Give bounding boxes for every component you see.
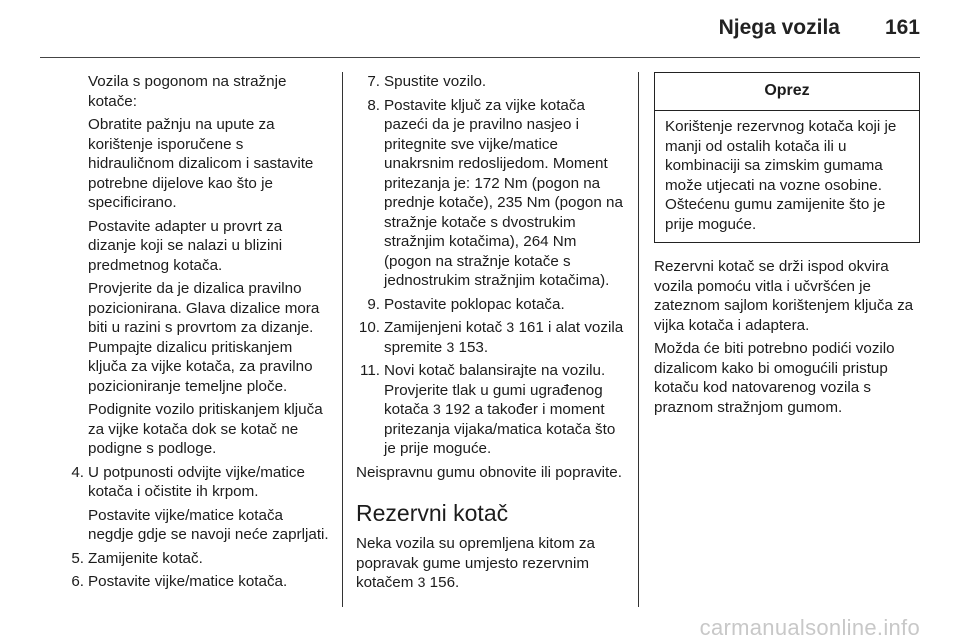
caution-title: Oprez: [655, 73, 919, 111]
step-number: 9.: [367, 295, 380, 313]
step-7: [356, 72, 626, 92]
header-divider: [40, 57, 920, 58]
paragraph-spare-storage: Rezervni kotač se drži ispod okvira vozila pomoću vitla i učvršćen je zateznom sajlom korištenjem ključa za vijka kotača i adaptera.: [654, 258, 914, 334]
step-text: Zamijenjeni kotač: [384, 319, 503, 336]
watermark: carmanualsonline.info: [699, 615, 920, 640]
paragraph-repair-kit: [356, 534, 626, 593]
page-ref-link[interactable]: 161: [518, 319, 544, 336]
paragraph-step4-note: Postavite vijke/matice kotača negdje gdje se navoji neće zaprljati.: [88, 506, 329, 543]
paragraph-adapter: Postavite adapter u provrt za dizanje koji se nalazi u blizini predmetnog kotača.: [88, 217, 283, 274]
step-9: [356, 295, 626, 315]
step-text: a također i moment pritezanja vijaka/matica kotača što je prije moguće.: [384, 401, 616, 457]
paragraph-rear-drive: Vozila s pogonom na stražnje kotače:: [88, 73, 287, 110]
section-title-spare-wheel: Rezervni kotač: [356, 500, 509, 526]
paragraph-raise-vehicle: Podignite vozilo pritiskanjem ključa za vijke kotača dok se kotač ne podigne s podloge.: [88, 401, 323, 457]
step-8: [356, 96, 626, 291]
paragraph-text: Neka vozila su opremljena kitom za popravak gume umjesto rezervnim kotačem: [356, 535, 595, 591]
step-text: Postavite poklopac kotača.: [384, 295, 565, 313]
caution-box: [654, 72, 920, 243]
paragraph-jack-position: Provjerite da je dizalica pravilno pozicionirana. Glava dizalice mora biti u razini s provrtom za dizanje. Pumpajte dizalicu pritiskanjem ključa za vijke kotača, za pravilno pozicioniranje temeljne ploče.: [88, 280, 320, 395]
paragraph-lift-vehicle: Možda će biti potrebno podići vozilo dizalicom kako bi omogućili pristup kotaču kod natovarenog vozila s praznom stražnjom gumom.: [654, 340, 895, 416]
page-ref-link[interactable]: 156.: [429, 574, 460, 591]
step-number: 4.: [71, 463, 84, 481]
step-text: Zamijenite kotač.: [88, 549, 203, 567]
step-number: 5.: [71, 549, 84, 567]
step-number: 8.: [367, 96, 380, 114]
paragraph-jack-instructions: Obratite pažnju na upute za korištenje isporučene s hidrauličnom dizalicom i sastavite potrebne dijelove kao što je specificirano.: [88, 116, 314, 211]
column-2: [356, 72, 626, 597]
step-text: U potpunosti odvijte vijke/matice kotača i očistite ih krpom.: [88, 463, 305, 500]
step-11: [356, 361, 626, 459]
step-6: [60, 572, 332, 592]
step-4: [60, 463, 332, 502]
step-10: [356, 318, 626, 357]
step-text: i alat vozila spremite: [384, 319, 624, 356]
step-text: Postavite ključ za vijke kotača pazeći da je pravilno nasjeo i pritegnite sve vijke/matice unakrsnim redoslijedom. Moment pritezanja je: 172 Nm (pogon na prednje kotače), 235 Nm (pogon na stražnje kotače s dvostrukim stražnjim kotačima), 264 Nm (pogon na stražnje kotače s jednostrukim stražnjim kotačima).: [384, 96, 623, 289]
page-header: [0, 0, 960, 58]
cross-reference-icon: 3: [432, 401, 441, 417]
paragraph-repair-tyre: Neispravnu gumu obnovite ili popravite.: [356, 463, 622, 481]
column-3: [654, 72, 920, 421]
step-number: 10.: [358, 319, 380, 336]
step-5: [60, 549, 332, 569]
page-ref-link[interactable]: 153.: [458, 338, 489, 356]
header-title: Njega vozila: [718, 16, 840, 39]
column-divider-1: [342, 72, 343, 607]
caution-text: Korištenje rezervnog kotača koji je manji od ostalih kotača ili u kombinaciji sa zimskim gumama može utjecati na vozne osobine. Oštećenu gumu zamijenite što je prije moguće.: [665, 118, 897, 233]
cross-reference-icon: 3: [446, 338, 455, 355]
step-text: Novi kotač balansirajte na vozilu. Provjerite tlak u gumi ugrađenog kotača: [384, 362, 606, 418]
column-1: [60, 72, 332, 596]
step-text: Spustite vozilo.: [384, 73, 487, 90]
step-number: 7.: [367, 73, 380, 90]
column-divider-2: [638, 72, 639, 607]
step-text: Postavite vijke/matice kotača.: [88, 573, 288, 590]
cross-reference-icon: 3: [506, 319, 515, 335]
step-number: 11.: [360, 362, 380, 379]
page-ref-link[interactable]: 192: [445, 401, 471, 418]
page-number: 161: [884, 16, 920, 39]
cross-reference-icon: 3: [417, 574, 426, 590]
step-number: 6.: [71, 573, 84, 590]
